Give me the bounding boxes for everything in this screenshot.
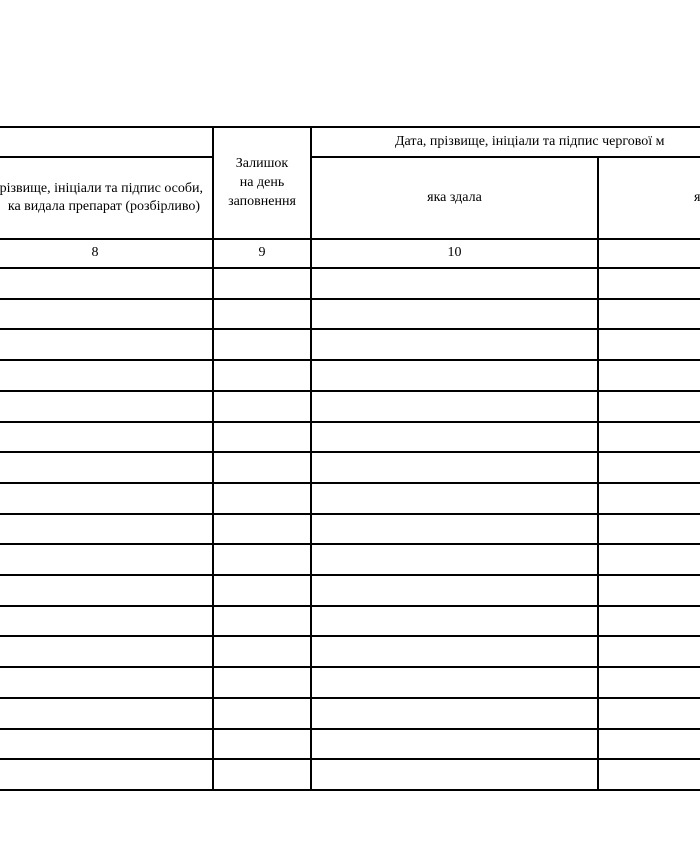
- header-cell-col8: [0, 160, 212, 236]
- table-row-border: [0, 666, 700, 668]
- table-row-border: [0, 482, 700, 484]
- header-col8-line1: різвище, ініціали та підпис особи,: [0, 181, 203, 196]
- table-row-border: [0, 789, 700, 791]
- table-row-border: [0, 635, 700, 637]
- table-row-border: [0, 359, 700, 361]
- table-row-border: [0, 543, 700, 545]
- table-row-border: [0, 513, 700, 515]
- table-row-border: [0, 728, 700, 730]
- table-row-border: [0, 758, 700, 760]
- column-divider-9-10: [310, 126, 312, 790]
- header-group-divider: [0, 156, 213, 158]
- header-group-title: Дата, прізвище, ініціали та підпис чергової м: [395, 134, 665, 149]
- header-col8-line2: ка видала препарат (розбірливо): [7, 199, 200, 214]
- column-number-8: 8: [91, 245, 99, 260]
- table-row-border: [0, 390, 700, 392]
- header-group-divider-right: [311, 156, 700, 158]
- column-number-9: 9: [258, 245, 266, 260]
- table-row-border: [0, 574, 700, 576]
- header-group-cell: [312, 128, 700, 156]
- header-bottom-border: [0, 238, 700, 240]
- column-number-10: 10: [447, 245, 462, 260]
- table-row-border: [0, 451, 700, 453]
- column-divider-10-11: [597, 156, 599, 790]
- table-row-border: [0, 421, 700, 423]
- table-row-border: [0, 697, 700, 699]
- header-col9-line1: Залишок: [235, 156, 289, 171]
- header-col11: я: [694, 190, 700, 205]
- header-cell-col11: [598, 160, 700, 236]
- header-col9-line3: заповнення: [228, 194, 296, 209]
- header-col9-line2: на день: [239, 175, 285, 190]
- column-divider-8-9: [212, 126, 214, 790]
- number-row-bottom-border: [0, 267, 700, 269]
- table-row-border: [0, 328, 700, 330]
- table-row-border: [0, 298, 700, 300]
- header-col10: яка здала: [427, 190, 482, 205]
- table-row-border: [0, 605, 700, 607]
